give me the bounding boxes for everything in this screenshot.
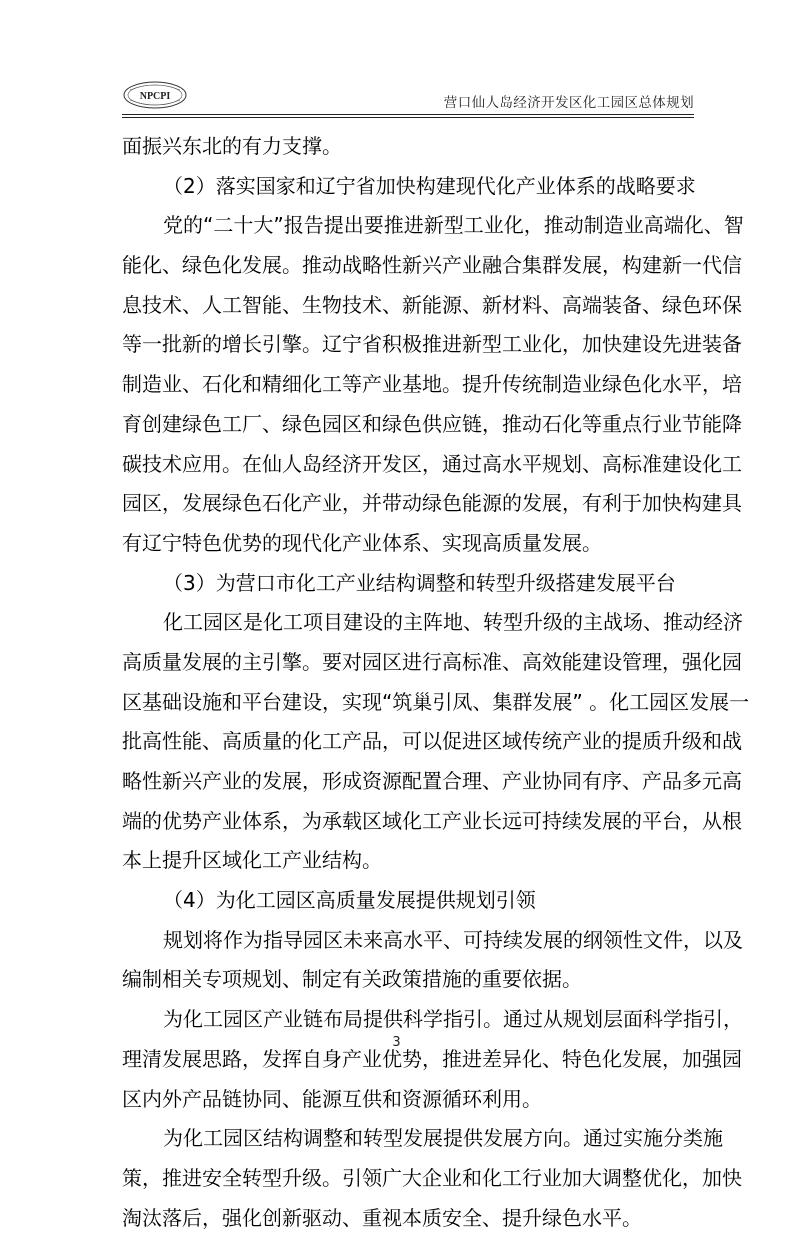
text-line: 理清发展思路，发挥自身产业优势，推进差异化、特色化发展，加强园 xyxy=(122,1046,742,1071)
text-line: 园区，发展绿色石化产业，并带动绿色能源的发展，有利于加快构建具 xyxy=(122,491,742,516)
section-heading-3: （3）为营口市化工产业结构调整和转型升级搭建发展平台 xyxy=(163,570,676,595)
text-line: 区内外产品链协同、能源互供和资源循环利用。 xyxy=(122,1086,542,1111)
header-rule-bottom xyxy=(122,117,694,118)
text-line: 党的“二十大”报告提出要推进新型工业化，推动制造业高端化、智 xyxy=(163,213,744,238)
text-line: 能化、绿色化发展。推动战略性新兴产业融合集群发展，构建新一代信 xyxy=(122,253,742,278)
text-line: 编制相关专项规划、制定有关政策措施的重要依据。 xyxy=(122,967,582,992)
body-text xyxy=(122,127,750,1238)
text-line: 略性新兴产业的发展，形成资源配置合理、产业协同有序、产品多元高 xyxy=(122,769,742,793)
text-line: 碳技术应用。在仙人岛经济开发区，通过高水平规划、高标准建设化工 xyxy=(122,451,742,476)
page-header xyxy=(122,78,694,118)
logo-text: NPCPI xyxy=(139,91,171,102)
text-line: 本上提升区域化工产业结构。 xyxy=(122,848,382,873)
text-line: 育创建绿色工厂、绿色园区和绿色供应链，推动石化等重点行业节能降 xyxy=(122,411,742,436)
text-line: 区基础设施和平台建设，实现“筑巢引凤、集群发展” 。化工园区发展一 xyxy=(122,689,750,714)
text-line: 息技术、人工智能、生物技术、新能源、新材料、高端装备、绿色环保 xyxy=(122,292,742,317)
text-line: 化工园区是化工项目建设的主阵地、转型升级的主战场、推动经济 xyxy=(163,610,743,635)
text-line: 有辽宁特色优势的现代化产业体系、实现高质量发展。 xyxy=(122,530,602,555)
header-rule-top xyxy=(122,114,694,115)
text-line: 高质量发展的主引擎。要对园区进行高标准、高效能建设管理，强化园 xyxy=(122,649,742,674)
text-line: 面振兴东北的有力支撑。 xyxy=(122,134,342,158)
section-heading-2: （2）落实国家和辽宁省加快构建现代化产业体系的战略要求 xyxy=(163,173,696,198)
npcpi-logo xyxy=(122,78,188,112)
document-title: 营口仙人岛经济开发区化工园区总体规划 xyxy=(443,95,694,111)
text-line: 为化工园区结构调整和转型发展提供发展方向。通过实施分类施 xyxy=(163,1126,723,1151)
page-number: 3 xyxy=(392,1035,401,1050)
text-line: 制造业、石化和精细化工等产业基地。提升传统制造业绿色化水平，培 xyxy=(122,372,742,397)
text-line: 端的优势产业体系，为承载区域化工产业长远可持续发展的平台，从根 xyxy=(122,808,742,833)
text-line: 等一批新的增长引擎。辽宁省积极推进新型工业化，加快建设先进装备 xyxy=(122,332,742,357)
text-line: 淘汰落后，强化创新驱动、重视本质安全、提升绿色水平。 xyxy=(122,1205,642,1230)
text-line: 规划将作为指导园区未来高水平、可持续发展的纲领性文件，以及 xyxy=(163,927,743,952)
text-line: 策，推进安全转型升级。引领广大企业和化工行业加大调整优化，加快 xyxy=(122,1165,742,1190)
text-line: 为化工园区产业链布局提供科学指引。通过从规划层面科学指引， xyxy=(163,1007,743,1032)
text-line: 批高性能、高质量的化工产品，可以促进区域传统产业的提质升级和战 xyxy=(122,729,742,754)
section-heading-4: （4）为化工园区高质量发展提供规划引领 xyxy=(163,888,536,913)
